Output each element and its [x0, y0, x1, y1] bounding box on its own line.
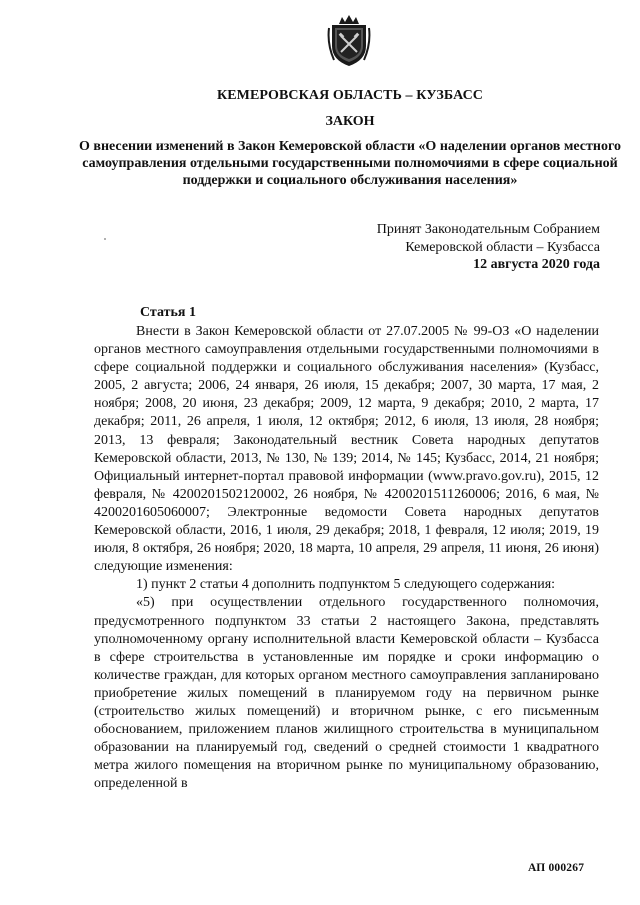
article-paragraph: 1) пункт 2 статьи 4 дополнить подпунктом 5 следующего содержания: — [136, 577, 556, 593]
article-heading: Статья 1 — [140, 305, 196, 320]
article-paragraph: «5) при осуществлении отдельного государственного полномочия, предусмотренного подпунктом 33 статьи 2 настоящего Закона, представлять уполномоченному органу исполнительной власти Кемеровской области – Кузбасса в сфере строительства в установленные им порядке и сроки информацию о количестве граждан, для которых органом местного самоуправления запланировано приобретение жилых помещений в планируемом году на первичном рынке (строительство жилых помещений) и вторичном рынке, с его письменным обоснованием, приложением планов жилищного строительства в муниципальном образовании на планируемый год, сведений о средней стоимости 1 квадратного метра жилого помещения на вторичном рынке по муниципальному образованию, определенной в — [94, 595, 599, 792]
coat-of-arms-emblem — [326, 14, 372, 68]
document-type: ЗАКОН — [325, 114, 375, 129]
adoption-line-2: Кемеровской области – Кузбасса — [405, 239, 600, 255]
document-code: АП 000267 — [528, 862, 585, 874]
scan-speck — [104, 238, 106, 240]
adoption-line-1: Принят Законодательным Собранием — [376, 222, 600, 237]
region-title: КЕМЕРОВСКАЯ ОБЛАСТЬ – КУЗБАСС — [216, 88, 484, 103]
adoption-date: 12 августа 2020 года — [473, 257, 600, 272]
article-paragraph: Внести в Закон Кемеровской области от 27.07.2005 № 99-ОЗ «О наделении органов местного самоуправления отдельными государственными полномочиями в сфере социальной поддержки и социального обслуживания населения» (Кузбасс, 2005, 2 августа; 2006, 24 января, 26 июля, 15 декабря; 2007, 30 марта, 17 мая, 2 ноября; 2008, 20 июня, 23 декабря; 2009, 12 марта, 9 декабря; 2010, 2 марта, 17 декабря; 2011, 26 апреля, 1 июля, 12 октября; 2012, 6 июля, 13 июля, 28 ноября; 2013, 13 февраля; Законодательный вестник Совета народных депутатов Кемеровской области, 2013, № 130, № 139; 2014, № 145; Кузбасс, 2014, 21 ноября; Официальный интернет-портал правовой информации (www.pravo.gov.ru), 2015, 12 февраля, № 4200201502120002, 26 ноября, № 4200201511260006; 2016, 6 мая, № 4200201605060007; Электронные ведомости Совета народных депутатов Кемеровской области, 2016, 1 июля, 29 декабря; 2018, 1 февраля, 12 июля; 2019, 19 июля, 8 октября, 26 ноября; 2020, 18 марта, 10 апреля, 29 апреля, 11 июня, 26 июня) следующие изменения: — [94, 324, 599, 575]
article-body — [94, 323, 599, 793]
adoption-block — [280, 221, 600, 274]
law-subject-title: О внесении изменений в Закон Кемеровской области «О наделении органов местного самоуправления отдельными государственными полномочиями в сфере социальной поддержки и социального обслуживания населения» — [79, 139, 621, 188]
